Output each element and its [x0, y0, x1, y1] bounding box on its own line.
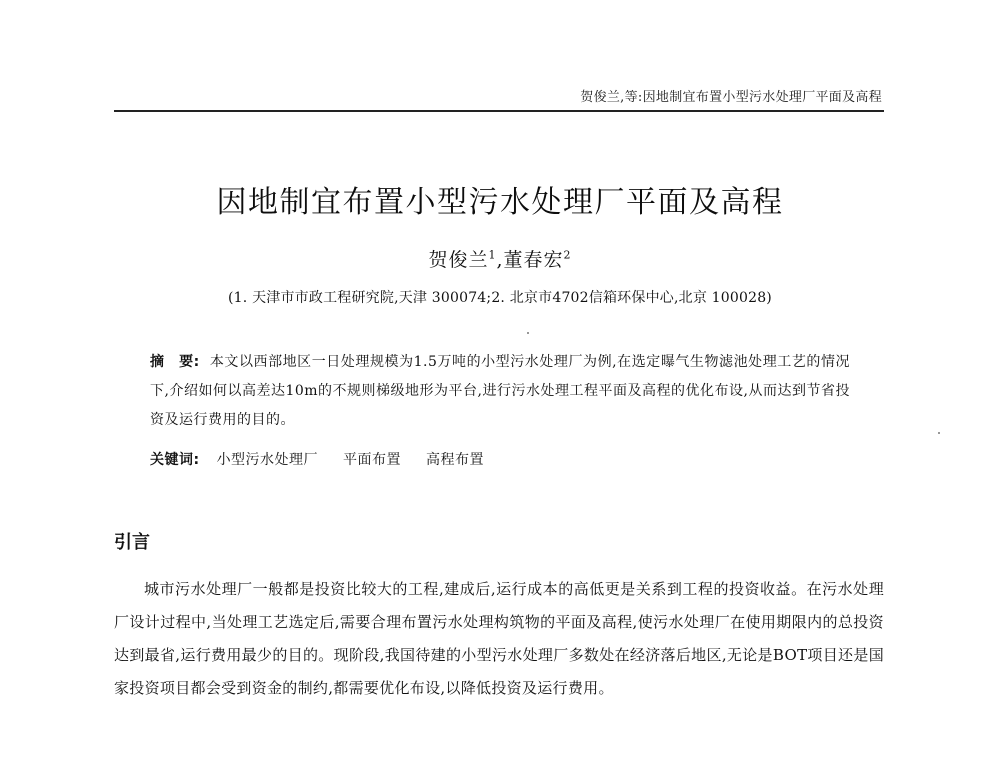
running-header: 贺俊兰,等:因地制宜布置小型污水处理厂平面及高程 — [580, 90, 882, 105]
author-line — [0, 245, 1000, 272]
keyword: 小型污水处理厂 — [216, 452, 319, 468]
paper-title: 因地制宜布置小型污水处理厂平面及高程 — [216, 185, 784, 220]
abstract — [150, 348, 850, 435]
keywords — [150, 449, 504, 469]
author-separator: , — [496, 249, 504, 271]
keyword: 高程布置 — [425, 452, 484, 468]
author-name: 董春宏 — [503, 249, 564, 271]
keyword: 平面布置 — [343, 452, 402, 468]
affiliation: (1. 天津市市政工程研究院,天津 300074;2. 北京市4702信箱环保中心,北京 100028) — [228, 290, 772, 306]
section-heading: 引言 — [114, 532, 150, 553]
scan-speck — [527, 332, 529, 334]
abstract-text: 本文以西部地区一日处理规模为1.5万吨的小型污水处理厂为例,在选定曝气生物滤池处理工艺的情况下,介绍如何以高差达10m的不规则梯级地形为平台,进行污水处理工程平面及高程的优化布设,从而达到节省投资及运行费用的目的。 — [150, 354, 850, 428]
abstract-label: 摘 要: — [150, 354, 200, 370]
header-rule — [114, 110, 884, 112]
scan-speck — [938, 432, 940, 434]
author-name: 贺俊兰 — [428, 249, 489, 271]
keywords-label: 关键词: — [150, 452, 200, 468]
author-affiliation-mark: 2 — [563, 248, 572, 262]
author-affiliation-mark: 1 — [488, 248, 497, 262]
body-paragraph: 城市污水处理厂一般都是投资比较大的工程,建成后,运行成本的高低更是关系到工程的投资收益。在污水处理厂设计过程中,当处理工艺选定后,需要合理布置污水处理构筑物的平面及高程,使污水处理厂在使用期限内的总投资达到最省,运行费用最少的目的。现阶段,我国待建的小型污水处理厂多数处在经济落后地区,无论是BOT项目还是国家投资项目都会受到资金的制约,都需要优化布设,以降低投资及运行费用。 — [114, 580, 884, 697]
